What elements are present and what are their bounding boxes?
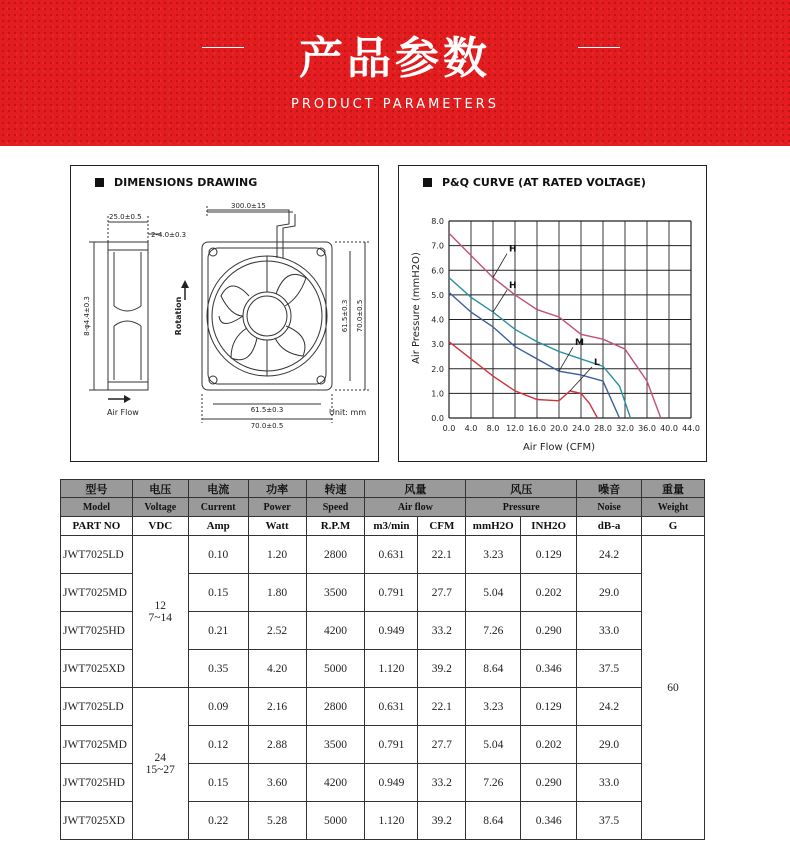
inh2o-cell: 0.202: [521, 574, 577, 612]
table-header-units: [61, 517, 705, 536]
inh2o-cell: 0.129: [521, 688, 577, 726]
watt-cell: 1.80: [248, 574, 306, 612]
inh2o-cell: 0.290: [521, 612, 577, 650]
y-tick-label: 2.0: [431, 364, 444, 374]
amp-cell: 0.09: [188, 688, 248, 726]
header-current-cn: 电流: [188, 480, 248, 498]
unit-cell: dB-a: [577, 517, 642, 536]
x-tick-label: 20.0: [550, 424, 568, 433]
mmh2o-cell: 3.23: [466, 536, 521, 574]
mmh2o-cell: 3.23: [466, 688, 521, 726]
mmh2o-cell: 8.64: [466, 802, 521, 840]
voltage-cell: [132, 688, 188, 840]
rpm-cell: 4200: [306, 612, 365, 650]
series-label: H: [509, 281, 517, 292]
rpm-cell: 2800: [306, 536, 365, 574]
hole-spacing-horizontal-label: 61.5±0.3: [250, 406, 284, 414]
table-header-en: [61, 498, 705, 517]
cfm-cell: 39.2: [418, 802, 466, 840]
unit-cell: VDC: [132, 517, 188, 536]
unit-cell: mmH2O: [466, 517, 521, 536]
cfm-cell: 39.2: [418, 650, 466, 688]
header-power-cn: 功率: [248, 480, 306, 498]
dimensions-caption-text: DIMENSIONS DRAWING: [114, 176, 258, 189]
header-speed-en: Speed: [306, 498, 365, 517]
db-cell: 29.0: [577, 726, 642, 764]
voltage-range: 15~27: [145, 763, 175, 776]
header-pressure-en: Pressure: [466, 498, 577, 517]
cfm-cell: 22.1: [418, 536, 466, 574]
x-tick-label: 28.0: [594, 424, 612, 433]
part-number-cell: JWT7025XD: [61, 802, 133, 840]
cfm-cell: 33.2: [418, 612, 466, 650]
part-number-cell: JWT7025LD: [61, 536, 133, 574]
rpm-cell: 4200: [306, 764, 365, 802]
part-number-cell: JWT7025XD: [61, 650, 133, 688]
header-voltage-cn: 电压: [132, 480, 188, 498]
x-tick-label: 40.0: [660, 424, 678, 433]
x-tick-label: 0.0: [442, 424, 456, 433]
unit-cell: Watt: [248, 517, 306, 536]
header-speed-cn: 转速: [306, 480, 365, 498]
watt-cell: 2.16: [248, 688, 306, 726]
db-cell: 37.5: [577, 650, 642, 688]
dimensions-drawing: [71, 166, 378, 461]
y-tick-label: 7.0: [431, 241, 444, 251]
table-row: [61, 536, 705, 574]
pq-chart: [399, 166, 706, 461]
series-label: H: [509, 244, 517, 255]
m3-cell: 1.120: [365, 802, 418, 840]
watt-cell: 1.20: [248, 536, 306, 574]
callout-leader: [559, 347, 573, 371]
table-body: [61, 536, 705, 840]
title-rule-right: [578, 47, 620, 48]
db-cell: 24.2: [577, 536, 642, 574]
page-subtitle: PRODUCT PARAMETERS: [291, 97, 499, 112]
header-weight-en: Weight: [642, 498, 705, 517]
y-tick-labels: [431, 217, 444, 423]
cfm-cell: 22.1: [418, 688, 466, 726]
mmh2o-cell: 7.26: [466, 612, 521, 650]
watt-cell: 4.20: [248, 650, 306, 688]
m3-cell: 0.949: [365, 612, 418, 650]
offset-label: 2-4.0±0.3: [151, 231, 187, 239]
x-tick-label: 24.0: [572, 424, 590, 433]
m3-cell: 0.949: [365, 764, 418, 802]
watt-cell: 2.52: [248, 612, 306, 650]
unit-cell: G: [642, 517, 705, 536]
chart-grid: [449, 221, 691, 418]
unit-cell: INH2O: [521, 517, 577, 536]
header-banner: [0, 0, 790, 146]
m3-cell: 0.791: [365, 574, 418, 612]
cfm-cell: 33.2: [418, 764, 466, 802]
m3-cell: 0.791: [365, 726, 418, 764]
unit-label: Unit: mm: [329, 408, 367, 417]
voltage-range: 7~14: [148, 611, 173, 624]
header-model-en: Model: [61, 498, 133, 517]
series-label: M: [575, 338, 584, 349]
x-tick-label: 4.0: [464, 424, 478, 433]
x-tick-label: 44.0: [682, 424, 700, 433]
airflow-label: Air Flow: [107, 408, 139, 417]
header-current-en: Current: [188, 498, 248, 517]
voltage-cell: [132, 536, 188, 688]
amp-cell: 0.35: [188, 650, 248, 688]
table-row: [61, 688, 705, 726]
spec-table: [60, 479, 705, 840]
inh2o-cell: 0.129: [521, 536, 577, 574]
rotation-label: Rotation: [174, 296, 183, 336]
part-number-cell: JWT7025MD: [61, 574, 133, 612]
amp-cell: 0.10: [188, 536, 248, 574]
mmh2o-cell: 8.64: [466, 650, 521, 688]
cfm-cell: 27.7: [418, 726, 466, 764]
rpm-cell: 3500: [306, 726, 365, 764]
mmh2o-cell: 5.04: [466, 726, 521, 764]
y-tick-label: 0.0: [431, 414, 444, 423]
inh2o-cell: 0.346: [521, 650, 577, 688]
y-tick-label: 3.0: [431, 340, 444, 350]
watt-cell: 2.88: [248, 726, 306, 764]
pq-curve-caption-text: P&Q CURVE (AT RATED VOLTAGE): [442, 176, 646, 189]
m3-cell: 1.120: [365, 650, 418, 688]
rpm-cell: 5000: [306, 650, 365, 688]
size-vertical-label: 70.0±0.5: [356, 299, 364, 333]
y-tick-label: 1.0: [431, 389, 444, 399]
header-noise-cn: 噪音: [577, 480, 642, 498]
unit-cell: m3/min: [365, 517, 418, 536]
amp-cell: 0.22: [188, 802, 248, 840]
page-title: 产品参数: [299, 33, 491, 84]
y-tick-label: 6.0: [431, 266, 444, 276]
weight-cell: 60: [642, 536, 705, 840]
y-tick-label: 4.0: [431, 315, 444, 325]
chart-series: [449, 233, 661, 418]
m3-cell: 0.631: [365, 688, 418, 726]
x-tick-labels: [443, 424, 700, 433]
airflow-arrow-icon: [108, 395, 131, 403]
header-voltage-en: Voltage: [132, 498, 188, 517]
db-cell: 29.0: [577, 574, 642, 612]
depth-label: 25.0±0.5: [109, 213, 142, 221]
inh2o-cell: 0.202: [521, 726, 577, 764]
x-axis-label: Air Flow (CFM): [522, 442, 596, 453]
amp-cell: 0.15: [188, 574, 248, 612]
part-number-cell: JWT7025HD: [61, 612, 133, 650]
part-number-cell: JWT7025HD: [61, 764, 133, 802]
rpm-cell: 5000: [306, 802, 365, 840]
header-airflow-cn: 风量: [365, 480, 466, 498]
y-axis-label: Air Pressure (mmH2O): [411, 252, 422, 364]
header-model-cn: 型号: [61, 480, 133, 498]
table-header-cn: [61, 480, 705, 498]
cfm-cell: 27.7: [418, 574, 466, 612]
x-tick-label: 36.0: [638, 424, 656, 433]
header-noise-en: Noise: [577, 498, 642, 517]
size-horizontal-label: 70.0±0.5: [250, 422, 284, 430]
amp-cell: 0.12: [188, 726, 248, 764]
rpm-cell: 2800: [306, 688, 365, 726]
x-tick-label: 32.0: [616, 424, 634, 433]
rated-voltage: 12: [154, 599, 167, 612]
db-cell: 24.2: [577, 688, 642, 726]
unit-cell: CFM: [418, 517, 466, 536]
cable-label: 300.0±15: [231, 202, 266, 210]
db-cell: 33.0: [577, 612, 642, 650]
rpm-cell: 3500: [306, 574, 365, 612]
unit-cell: Amp: [188, 517, 248, 536]
mmh2o-cell: 7.26: [466, 764, 521, 802]
y-tick-label: 5.0: [431, 290, 444, 300]
pq-curve-panel: [398, 165, 707, 462]
part-number-cell: JWT7025LD: [61, 688, 133, 726]
hole-spacing-vertical-label: 61.5±0.3: [341, 299, 349, 333]
header-power-en: Power: [248, 498, 306, 517]
amp-cell: 0.15: [188, 764, 248, 802]
x-tick-label: 8.0: [486, 424, 500, 433]
watt-cell: 5.28: [248, 802, 306, 840]
series-line-h: [449, 233, 661, 418]
header-airflow-en: Air flow: [365, 498, 466, 517]
watt-cell: 3.60: [248, 764, 306, 802]
db-cell: 33.0: [577, 764, 642, 802]
rated-voltage: 24: [154, 751, 167, 764]
x-tick-label: 12.0: [506, 424, 524, 433]
callout-leader: [493, 290, 507, 312]
part-number-cell: JWT7025MD: [61, 726, 133, 764]
inh2o-cell: 0.290: [521, 764, 577, 802]
m3-cell: 0.631: [365, 536, 418, 574]
mmh2o-cell: 5.04: [466, 574, 521, 612]
header-pressure-cn: 风压: [466, 480, 577, 498]
x-tick-label: 16.0: [528, 424, 546, 433]
hole-label: 8-φ4.4±0.3: [83, 296, 91, 336]
callout-leader: [493, 254, 507, 278]
inh2o-cell: 0.346: [521, 802, 577, 840]
db-cell: 37.5: [577, 802, 642, 840]
header-weight-cn: 重量: [642, 480, 705, 498]
y-tick-label: 8.0: [431, 217, 444, 226]
unit-cell: PART NO: [61, 517, 133, 536]
unit-cell: R.P.M: [306, 517, 365, 536]
dimensions-panel: [70, 165, 379, 462]
series-label: L: [594, 357, 600, 368]
amp-cell: 0.21: [188, 612, 248, 650]
